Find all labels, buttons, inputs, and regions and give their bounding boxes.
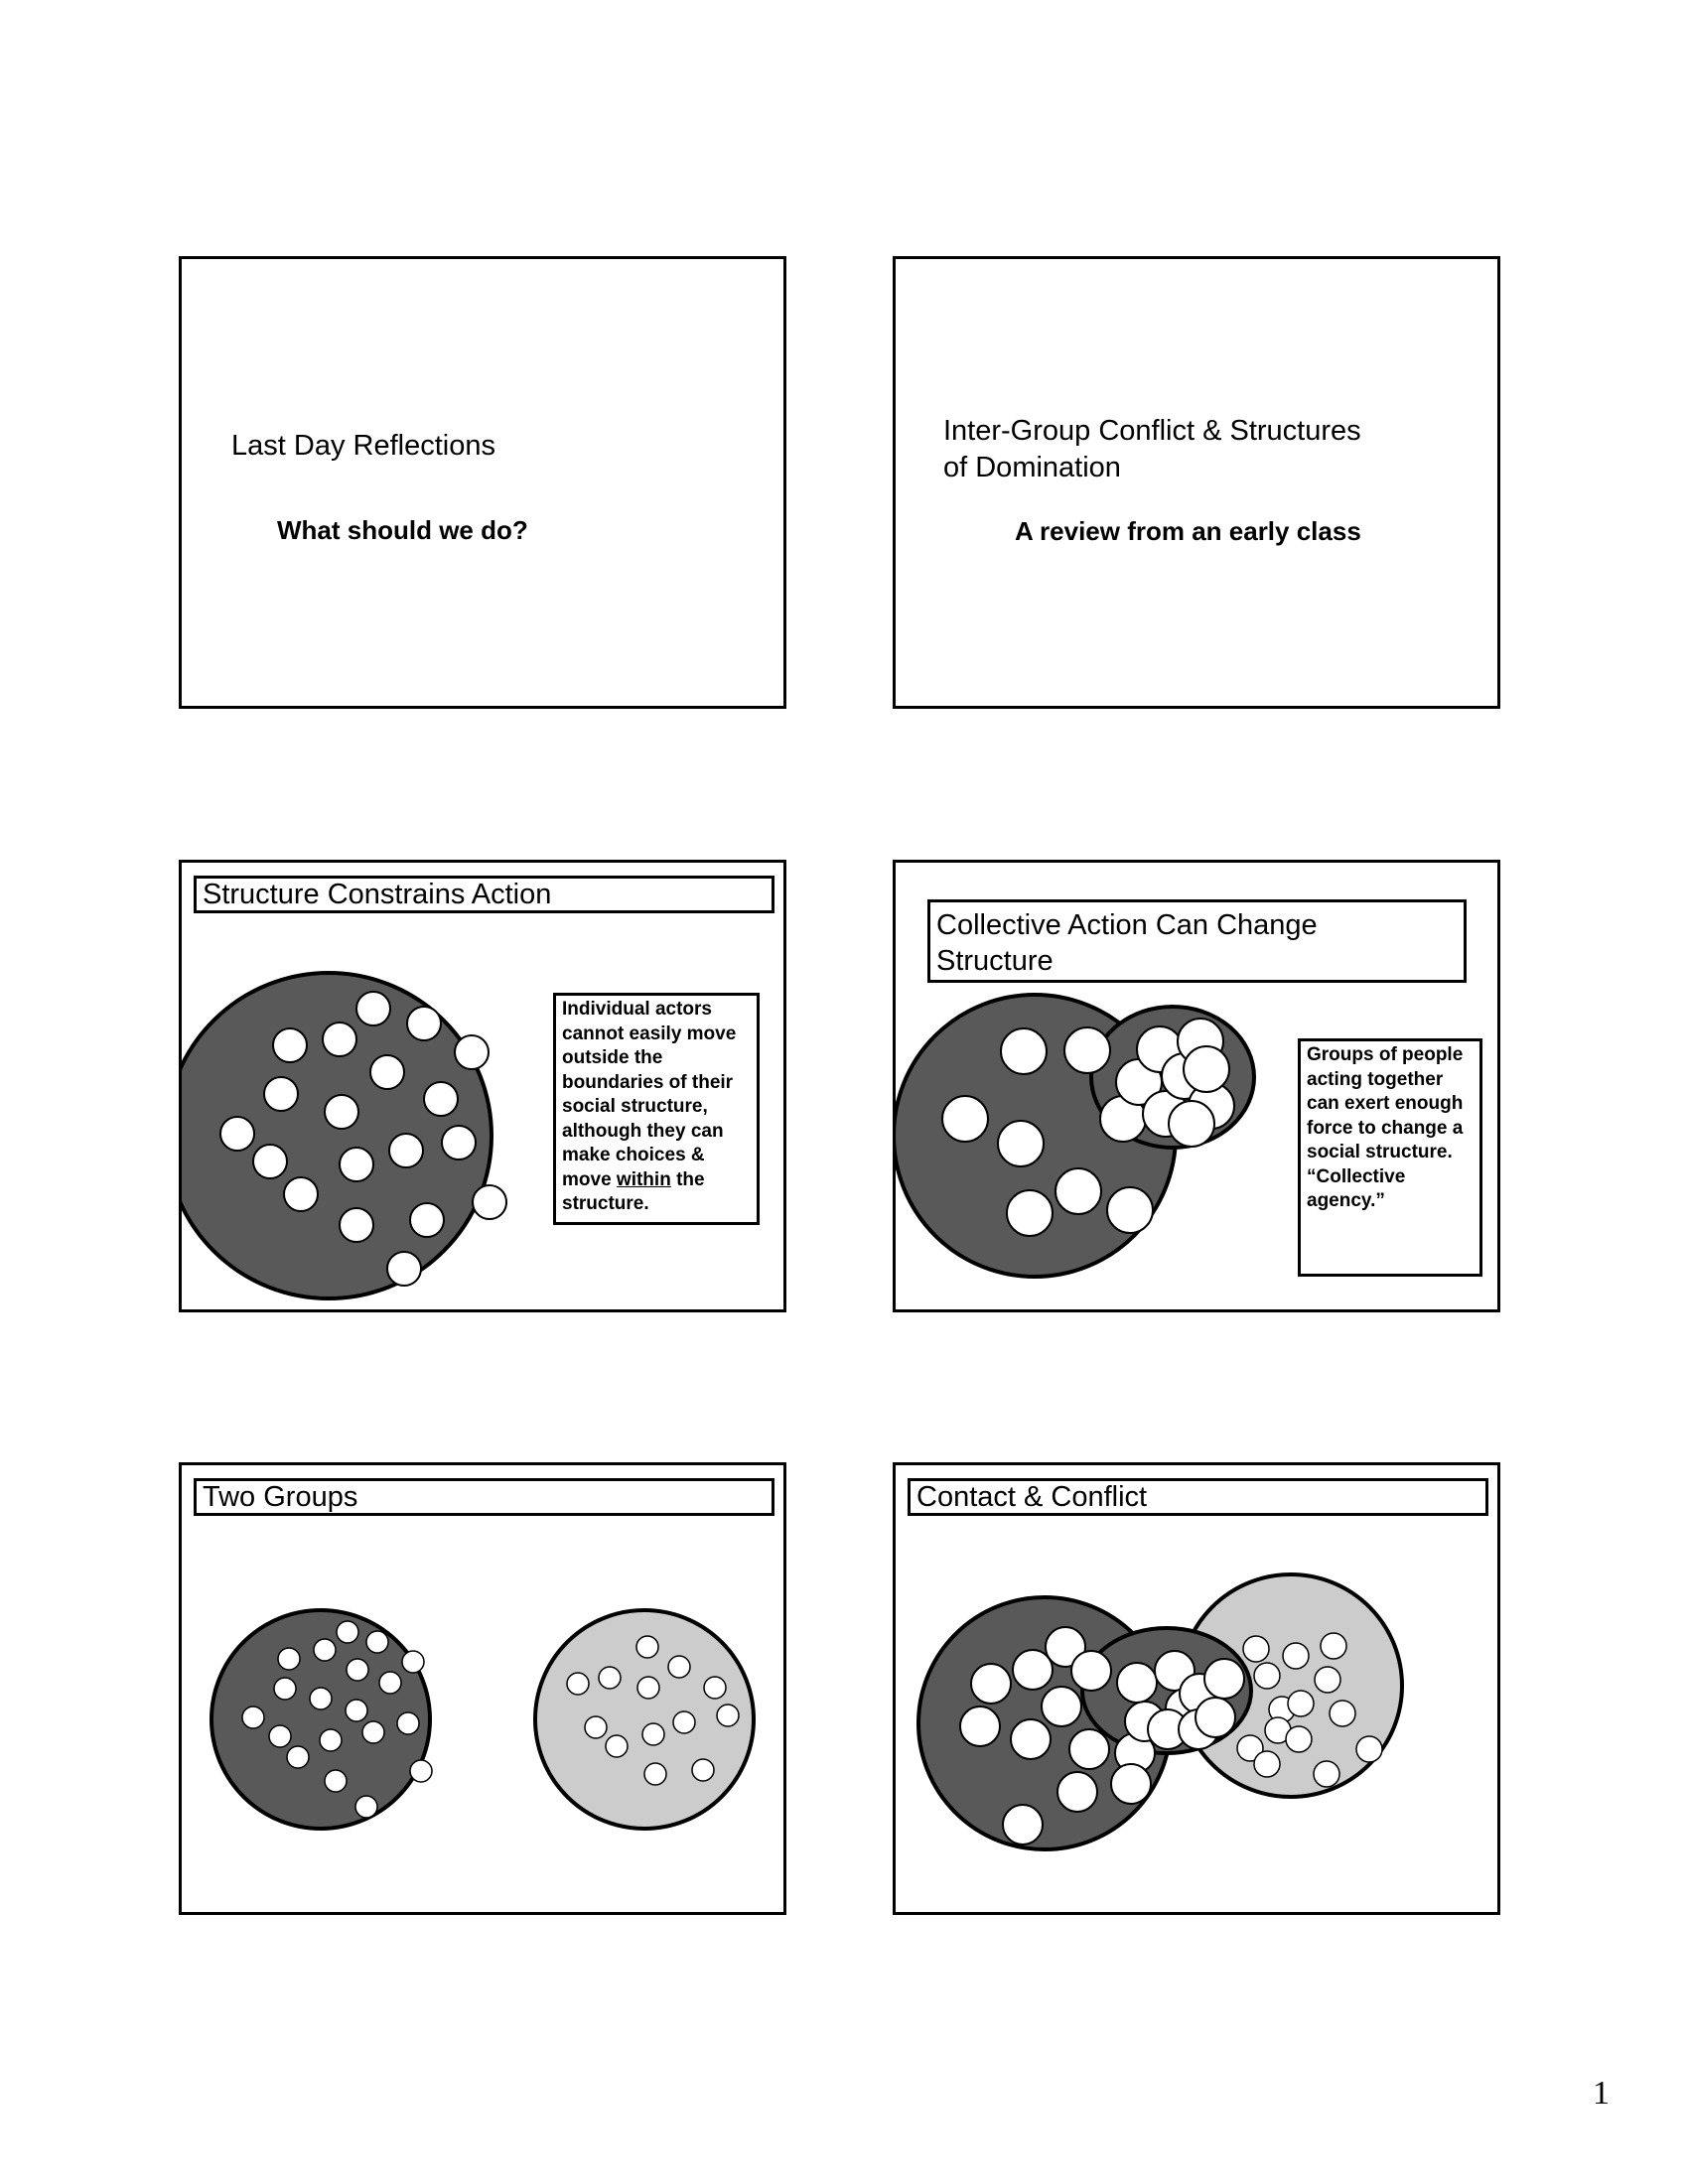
member-dot	[1314, 1761, 1339, 1787]
slide-1-subtitle: What should we do?	[277, 515, 528, 545]
slide-2-subtitle: A review from an early class	[1015, 516, 1361, 546]
member-dot	[402, 1651, 424, 1673]
actor-dot	[1064, 1027, 1110, 1073]
actor-dot	[407, 1007, 441, 1040]
member-dot	[410, 1760, 432, 1782]
member-dot	[310, 1688, 332, 1709]
slide-6	[893, 1462, 1500, 1915]
slide-4-title-line-2: Structure	[936, 945, 1054, 977]
member-dot	[1321, 1633, 1346, 1659]
member-dot	[1196, 1698, 1235, 1737]
actor-dot	[442, 1126, 476, 1160]
actor-dot	[273, 1028, 307, 1062]
member-dot	[971, 1664, 1011, 1704]
actor-dot	[356, 992, 390, 1025]
actor-dot	[424, 1082, 458, 1116]
member-dot	[287, 1746, 309, 1768]
two-groups-diagram	[182, 1465, 783, 1912]
member-dot	[1057, 1772, 1097, 1812]
member-dot	[1315, 1667, 1340, 1693]
actor-dot	[1169, 1101, 1214, 1147]
member-dot	[704, 1677, 726, 1699]
member-dot	[269, 1725, 291, 1747]
member-dot	[1111, 1764, 1151, 1804]
member-dot	[366, 1631, 388, 1653]
actor-dot	[264, 1077, 298, 1111]
slide-3-title: Structure Constrains Action	[194, 876, 774, 913]
member-dot	[325, 1770, 347, 1792]
actor-dot	[340, 1208, 373, 1242]
member-dot	[397, 1712, 419, 1734]
member-dot	[642, 1723, 664, 1745]
actor-dot	[387, 1252, 421, 1286]
member-dot	[960, 1706, 1000, 1746]
slide-6-title: Contact & Conflict	[908, 1478, 1488, 1516]
member-dot	[668, 1656, 690, 1678]
actor-dot	[455, 1035, 489, 1069]
actor-dot	[1055, 1168, 1101, 1214]
actor-dot	[1007, 1190, 1053, 1236]
member-dot	[1042, 1687, 1081, 1726]
member-dot	[1254, 1751, 1280, 1777]
actor-dot	[410, 1203, 444, 1237]
member-dot	[717, 1705, 739, 1726]
member-dot	[636, 1636, 658, 1658]
slide-2-title-line-1: Inter-Group Conflict & Structures	[943, 415, 1361, 447]
member-dot	[599, 1667, 621, 1689]
slide-3	[179, 860, 786, 1312]
slide-5	[179, 1462, 786, 1915]
member-dot	[1254, 1663, 1280, 1689]
actor-dot	[998, 1121, 1044, 1166]
slide-1-title: Last Day Reflections	[231, 430, 495, 462]
member-dot	[355, 1796, 377, 1818]
member-dot	[1071, 1651, 1111, 1691]
member-dot	[692, 1759, 714, 1781]
member-dot	[585, 1716, 607, 1738]
slide-5-title: Two Groups	[194, 1478, 774, 1516]
member-dot	[1011, 1719, 1051, 1759]
member-dot	[673, 1711, 695, 1733]
actor-dot	[389, 1134, 423, 1167]
contact-conflict-diagram	[896, 1465, 1497, 1912]
page-number: 1	[1593, 2075, 1610, 2112]
actor-dot	[325, 1095, 358, 1129]
member-dot	[346, 1700, 367, 1721]
actor-dot	[942, 1096, 988, 1142]
actor-dot	[1001, 1028, 1047, 1074]
member-dot	[1003, 1805, 1043, 1844]
actor-dot	[473, 1185, 506, 1219]
member-dot	[1117, 1663, 1157, 1703]
slide-4-textbox: Groups of people acting together can exert enough force to change a social structure. “Collective agency.”	[1298, 1038, 1482, 1277]
member-dot	[347, 1659, 368, 1681]
member-dot	[1243, 1636, 1269, 1662]
member-dot	[1283, 1643, 1309, 1669]
actor-dot	[253, 1145, 287, 1178]
member-dot	[644, 1763, 666, 1785]
member-dot	[1069, 1729, 1109, 1769]
member-dot	[320, 1729, 342, 1751]
slide-4-title-line-1: Collective Action Can Change	[936, 909, 1318, 941]
actor-dot	[220, 1117, 254, 1151]
member-dot	[1286, 1726, 1312, 1752]
member-dot	[1356, 1736, 1382, 1762]
member-dot	[606, 1735, 628, 1757]
actor-dot	[370, 1055, 404, 1089]
member-dot	[337, 1621, 358, 1643]
member-dot	[567, 1673, 589, 1695]
member-dot	[362, 1721, 384, 1743]
member-dot	[637, 1677, 659, 1699]
actor-dot	[1107, 1187, 1153, 1233]
member-dot	[1204, 1659, 1244, 1699]
member-dot	[278, 1648, 300, 1670]
slide-2-title-line-2: of Domination	[943, 452, 1121, 483]
slide-1	[179, 256, 786, 709]
slide-4	[893, 860, 1500, 1312]
member-dot	[379, 1672, 401, 1694]
actor-dot	[1184, 1046, 1229, 1092]
member-dot	[1330, 1701, 1355, 1726]
actor-dot	[340, 1148, 373, 1181]
actor-dot	[323, 1023, 356, 1056]
member-dot	[242, 1706, 264, 1728]
member-dot	[1013, 1650, 1053, 1690]
slide-2	[893, 256, 1500, 709]
slide-2-title	[943, 413, 1361, 486]
actor-dot	[284, 1177, 318, 1211]
member-dot	[1288, 1691, 1314, 1716]
slide-3-textbox: Individual actors cannot easily move outside the boundaries of their social structure, although they can make choices & move within the structure.	[553, 993, 760, 1225]
member-dot	[314, 1639, 336, 1661]
member-dot	[274, 1678, 296, 1700]
